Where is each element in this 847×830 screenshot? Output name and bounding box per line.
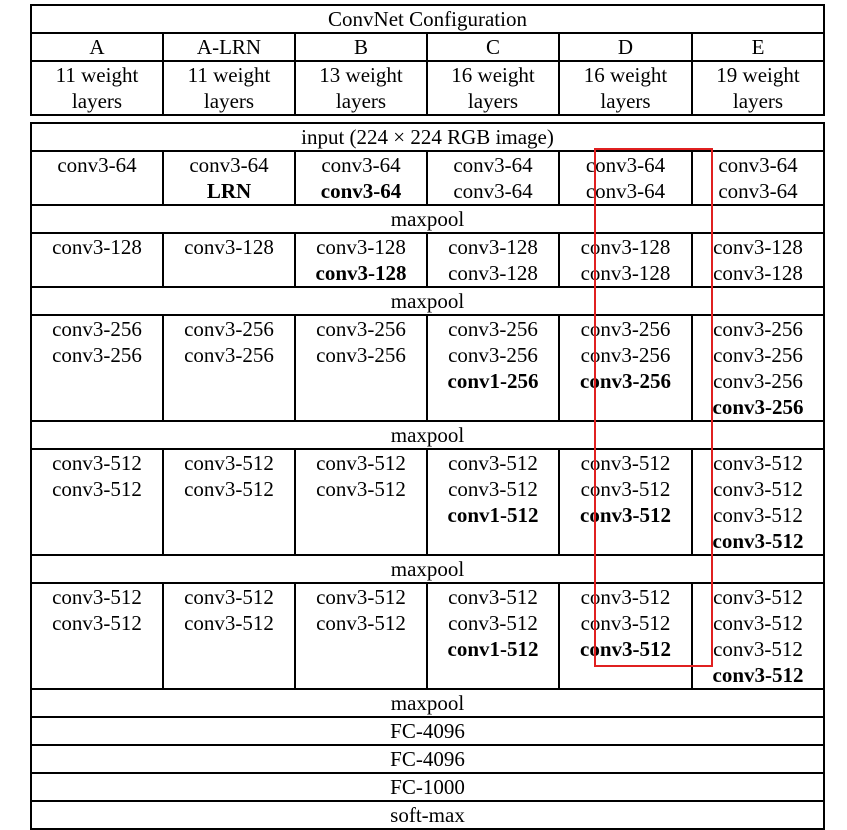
column-name: A-LRN <box>163 33 295 61</box>
layer-entry: conv3-512 <box>184 451 274 475</box>
depth-line: layers <box>600 89 651 113</box>
depth-line: layers <box>203 89 255 113</box>
layer-cell <box>692 583 824 689</box>
layer-cell <box>692 151 824 205</box>
depth-line: layers <box>71 89 123 113</box>
layer-entry: conv3-64 <box>718 153 798 177</box>
layer-cell <box>31 583 163 689</box>
layer-cell <box>163 315 295 421</box>
layer-cell <box>31 315 163 421</box>
layer-block-row <box>31 583 824 689</box>
layer-entry: conv3-64 <box>453 179 533 203</box>
depth-line: layers <box>335 89 387 113</box>
layer-entry: conv3-256 <box>580 369 671 393</box>
depth-line: 19 weight <box>716 63 800 87</box>
layer-entry: conv3-512 <box>712 529 804 553</box>
column-depth-row <box>31 61 824 115</box>
layer-entry: conv3-512 <box>580 503 671 527</box>
layer-cell <box>427 449 559 555</box>
layer-cell <box>559 315 692 421</box>
layer-cell <box>559 151 692 205</box>
layer-entry: conv3-256 <box>316 317 406 341</box>
column-depth <box>295 61 427 115</box>
column-depth <box>163 61 295 115</box>
layer-entry: conv3-512 <box>52 611 142 635</box>
layer-entry: conv3-256 <box>52 343 142 367</box>
layer-cell <box>295 315 427 421</box>
column-name: E <box>692 33 824 61</box>
layer-block-row <box>31 315 824 421</box>
layer-entry: conv3-128 <box>316 235 406 259</box>
layer-entry: conv3-512 <box>316 477 406 501</box>
layer-block-row <box>31 151 824 205</box>
table-header <box>31 5 824 115</box>
maxpool-row: maxpool <box>31 555 824 583</box>
layer-entry: conv3-256 <box>713 317 803 341</box>
column-name: A <box>31 33 163 61</box>
layer-entry: conv3-512 <box>580 451 671 475</box>
layer-entry: conv3-512 <box>52 585 142 609</box>
layer-entry: conv3-512 <box>184 611 274 635</box>
layer-entry: conv1-512 <box>447 503 539 527</box>
layer-cell <box>295 151 427 205</box>
layer-entry: LRN <box>206 179 252 203</box>
column-depth <box>692 61 824 115</box>
layer-entry: conv3-512 <box>580 611 671 635</box>
layer-entry: conv3-512 <box>580 585 671 609</box>
layer-entry: conv3-256 <box>712 395 804 419</box>
layer-cell <box>295 583 427 689</box>
layer-entry: conv3-256 <box>713 369 803 393</box>
input-row: input (224 × 224 RGB image) <box>31 123 824 151</box>
layer-entry: conv3-64 <box>718 179 798 203</box>
layer-entry: conv3-512 <box>713 451 803 475</box>
layer-entry: conv3-128 <box>580 235 671 259</box>
layer-entry: conv3-64 <box>57 153 137 177</box>
layer-entry: conv3-512 <box>713 611 803 635</box>
layer-entry: conv3-128 <box>713 261 803 285</box>
layer-entry: conv3-256 <box>580 343 671 367</box>
layer-cell <box>692 315 824 421</box>
layer-entry: conv3-512 <box>713 503 803 527</box>
column-name: C <box>427 33 559 61</box>
column-depth <box>559 61 692 115</box>
layer-entry: conv3-256 <box>184 343 274 367</box>
layer-cell <box>31 449 163 555</box>
layer-entry: conv3-128 <box>713 235 803 259</box>
layer-block-row <box>31 233 824 287</box>
depth-line: 16 weight <box>451 63 535 87</box>
depth-line: 13 weight <box>319 63 403 87</box>
column-name: B <box>295 33 427 61</box>
column-depth <box>427 61 559 115</box>
layer-entry: conv3-128 <box>580 261 671 285</box>
layer-entry: conv1-256 <box>447 369 539 393</box>
depth-line: layers <box>732 89 784 113</box>
layer-entry: conv3-512 <box>316 585 406 609</box>
fc-row: FC-4096 <box>31 745 824 773</box>
layer-cell <box>295 449 427 555</box>
layer-entry: conv3-128 <box>448 235 538 259</box>
layer-entry: conv3-512 <box>713 637 803 661</box>
layer-entry: conv3-128 <box>184 235 274 259</box>
maxpool-row: maxpool <box>31 205 824 233</box>
layer-entry: conv1-512 <box>447 637 539 661</box>
layer-cell <box>427 233 559 287</box>
layer-cell <box>163 449 295 555</box>
layer-entry: conv3-512 <box>713 477 803 501</box>
depth-line: 11 weight <box>55 63 139 87</box>
maxpool-row: maxpool <box>31 287 824 315</box>
layer-entry: conv3-64 <box>453 153 533 177</box>
convnet-config-table <box>30 4 825 830</box>
layer-cell <box>692 449 824 555</box>
layer-cell <box>295 233 427 287</box>
layer-entry: conv3-512 <box>52 477 142 501</box>
layer-cell <box>163 151 295 205</box>
layer-cell <box>692 233 824 287</box>
layer-entry: conv3-64 <box>321 153 401 177</box>
layer-entry: conv3-128 <box>315 261 407 285</box>
layer-block-row <box>31 449 824 555</box>
maxpool-row: maxpool <box>31 689 824 717</box>
column-names-row <box>31 33 824 61</box>
layer-entry: conv3-64 <box>585 179 666 203</box>
layer-entry: conv3-256 <box>184 317 274 341</box>
column-name: D <box>559 33 692 61</box>
layer-entry: conv3-512 <box>580 477 671 501</box>
layer-entry: conv3-512 <box>580 637 671 661</box>
depth-line: 11 weight <box>187 63 271 87</box>
layer-entry: conv3-512 <box>448 477 538 501</box>
layer-entry: conv3-256 <box>52 317 142 341</box>
fc-row: FC-1000 <box>31 773 824 801</box>
column-depth <box>31 61 163 115</box>
layer-entry: conv3-512 <box>448 585 538 609</box>
layer-cell <box>427 583 559 689</box>
layer-entry: conv3-512 <box>316 451 406 475</box>
layer-cell <box>31 233 163 287</box>
table-body <box>31 123 824 829</box>
maxpool-row: maxpool <box>31 421 824 449</box>
depth-line: 16 weight <box>583 63 668 87</box>
layer-entry: conv3-512 <box>712 663 804 687</box>
layer-entry: conv3-256 <box>448 343 538 367</box>
layer-entry: conv3-256 <box>316 343 406 367</box>
layer-entry: conv3-256 <box>448 317 538 341</box>
layer-entry: conv3-512 <box>184 585 274 609</box>
layer-cell <box>31 151 163 205</box>
layer-cell <box>559 449 692 555</box>
depth-line: layers <box>467 89 519 113</box>
softmax-row: soft-max <box>31 801 824 829</box>
layer-entry: conv3-64 <box>320 179 402 203</box>
layer-entry: conv3-64 <box>585 153 666 177</box>
layer-entry: conv3-512 <box>448 451 538 475</box>
layer-cell <box>559 233 692 287</box>
layer-cell <box>427 315 559 421</box>
table-title: ConvNet Configuration <box>31 5 824 33</box>
layer-cell <box>163 583 295 689</box>
layer-entry: conv3-128 <box>448 261 538 285</box>
layer-entry: conv3-64 <box>189 153 269 177</box>
layer-entry: conv3-128 <box>52 235 142 259</box>
layer-cell <box>163 233 295 287</box>
layer-entry: conv3-256 <box>713 343 803 367</box>
layer-entry: conv3-512 <box>52 451 142 475</box>
layer-entry: conv3-256 <box>580 317 671 341</box>
layer-cell <box>559 583 692 689</box>
layer-cell <box>427 151 559 205</box>
convnet-config-table-container <box>30 4 823 830</box>
layer-entry: conv3-512 <box>448 611 538 635</box>
fc-row: FC-4096 <box>31 717 824 745</box>
layer-entry: conv3-512 <box>713 585 803 609</box>
layer-entry: conv3-512 <box>316 611 406 635</box>
layer-entry: conv3-512 <box>184 477 274 501</box>
